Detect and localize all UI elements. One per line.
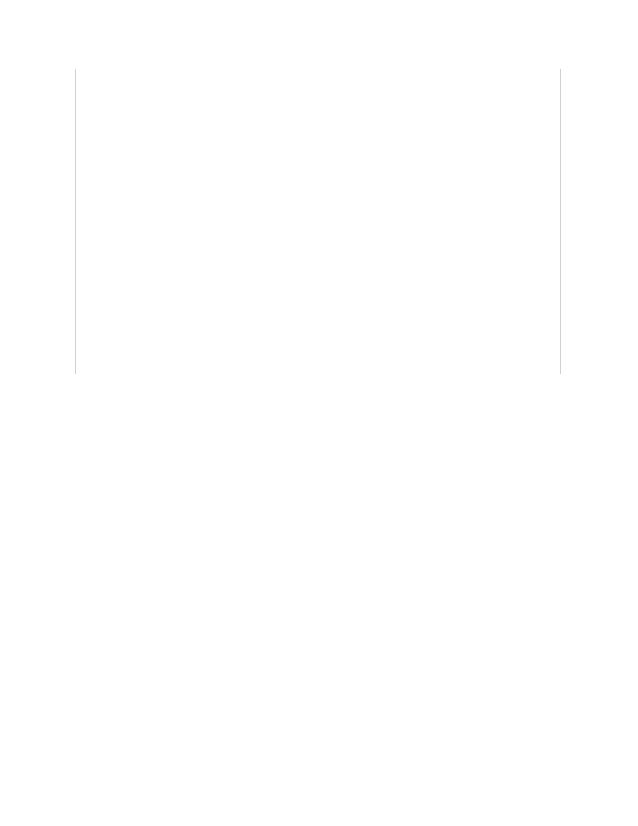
organization-form-panel bbox=[75, 69, 561, 374]
